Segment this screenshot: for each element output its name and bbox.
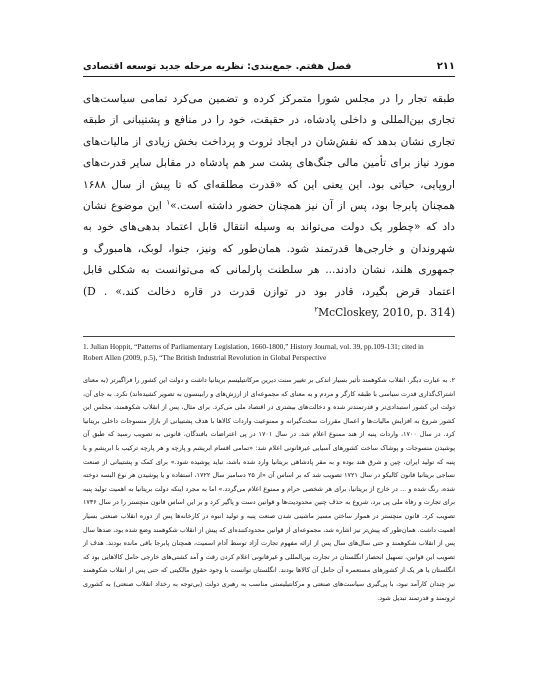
footnote-marker-1: ۱ bbox=[166, 198, 171, 207]
body-paragraph bbox=[83, 88, 455, 323]
paragraph-text-continued: این موضوع نشان داد که «چطور یک دولت می‌تواند به وسیله انتقال قابل اعتماد بدهی‌های خود به شهروندان و خارجی‌ها قدرتمند شود. همان‌طور که ونیز، جنوا، لوبک، هامبورگ و جمهوری هلند، نشان دادند... هر سلطنت پارلمانی که می‌توانست به شکلی قابل اعتماد قرض بگیرد، قادر بود در توازن قدرت در قاره دخالت کند.» bbox=[83, 199, 455, 298]
footnote-1 bbox=[83, 341, 455, 363]
paragraph-text: طبقه تجار را در مجلس شورا متمرکز کرده و تضمین می‌کرد تمامی سیاست‌های تجاری بین‌المللی و داخلی پادشاه، در حقیقت، خود را در منافع و پشتیبانی از طبقه تجاری نشان بدهد که نقش‌شان در ایجاد ثروت و پرداخت بخش زیادی از مالیات‌های مورد نیاز برای تأمین مالی جنگ‌های پشت سر هم پادشاه در مقابل سایر قدرت‌های اروپایی، حیاتی بود. این یعنی این که «قدرت مطلقه‌ای که تا پیش از سال ۱۶۸۸ همچنان پابرجا بود، پس از آن نیز همچنان حضور داشته است.» bbox=[83, 92, 455, 213]
running-header bbox=[83, 57, 455, 75]
footnote-divider bbox=[83, 336, 455, 337]
footnote-1-line-2: Robert Allen (2009, p.5), “The British Industrial Revolution in Global Perspective bbox=[83, 353, 327, 362]
main-text bbox=[83, 88, 455, 323]
chapter-title: فصل هفتم. جمع‌بندی: نظریه مرحله جدید توسعه اقتصادی bbox=[83, 60, 352, 72]
page-number: ۲۱۱ bbox=[436, 60, 455, 72]
header-divider bbox=[83, 76, 455, 77]
footnote-marker-2: ۲ bbox=[314, 305, 319, 314]
footnote-2 bbox=[83, 374, 455, 605]
citation: (D . McCloskey, 2010, p. 314) bbox=[83, 284, 455, 320]
footnote-1-line-1: 1. Julian Hoppit, “Patterns of Parliamentary Legislation, 1660-1800,” History Journal, vol. 39, pp.109-131; cited in bbox=[83, 342, 424, 351]
footnote-2-text: ۲. به عبارت دیگر، انقلاب شکوهمند تأثیر بسیار اندکی بر تغییر سنت دیرین مرکانتیلیسم بریتانیا داشت و دولت این کشور را فراگیرتر (به معنای اشتراک‌گذاری قدرت سیاسی با طبقه کارگر و مردم و به معنای که مجموعه‌ای از ارزش‌های و رابینسون به تصویر کشیده‌اند) نکرد. به جای آن، دولت این کشور استبدادی‌تر و قدرتمندتر شده و دخالت‌های بیشتری در اقتصاد ملی می‌کرد. برای مثال، پس از انقلاب شکوهمند، مجلس این کشور شروع به افزایش مالیات‌ها و اعمال مقررات سخت‌گیرانه و ممنوعیت واردات کالاها با هدف پشتیبانی از بازار منسوجات داخلی بریتانیا کرد. در سال ۱۷۰۰، واردات پنبه از هند ممنوع اعلام شد. در سال ۱۷۰۱ در پی اعتراضات بافندگان، قانونی به تصویب رسید که طبق آن پوشیدن منسوجات و پوشاک ساخت کشورهای آسیایی غیرقانونی اعلام شد: «تمامی اقسام ابریشم و پارچه و هر پارچه ترکیب با ابریشم و یا پنبه که تولید ایران، چین و شرق هند بوده و به مقر پادشاهی بریتانیا وارد شده باشد، نباید پوشیده شود.» برای کمک و پشتیبانی از صنعت نساجی بریتانیا قانون کالیکو در سال ۱۷۲۱ تصویب شد که بر اساس آن «از ۲۵ دسامبر سال ۱۷۲۲، استفاده و یا پوشیدن هر نوع البسه دوخته شده، رنگ شده و ... در خارج از بریتانیا، برای هر شخصی حرام و ممنوع اعلام می‌گردد.» اما به مجرد اینکه دولت بریتانیا به اهمیت تولید پنبه برای تجارت و رفاه ملی پی برد، شروع به حذف چنین محدودیت‌ها و قوانین دست و پاگیر کرد و بر این اساس قانون منچستر را در سال ۱۷۳۶ تصویب کرد. قانون منچستر در هموار ساختن مسیر ماشینی شدن صنعت پنبه و تولید انبوه در کارخانه‌ها پس از دوره انقلاب صنعتی بسیار اهمیت داشت. همان‌طور که پیش‌تر نیز اشاره شد، مجموعه‌ای از قوانین محدودکننده‌ای که پیش از انقلاب شکوهمند وضع شده بود، صدها سال پس از انقلاب شکوهمند و حتی سال‌های سال پس از ارائه مفهوم تجارت آزاد توسط آدام اسمیت، همچنان پابرجا باقی مانده بودند. هدف از تصویب این قوانین، تسهیل انحصار انگلستان در تجارت بین‌المللی و غیرقانونی اعلام کردن رقت و آمد کشتی‌های خارجی حامل کالاهایی بود که انگلستان یا هر یک از کشورهای مستعمره آن حامل آن کالاها بودند. انگلستان توانست با وجود حقوق مالکیتی که حتی پس از انقلاب شکوهمند نیز چندان کارآمد نبود، با پی‌گیری سیاست‌های صنعتی و مرکانتیلیستی مناسب به رهبری دولت (بی‌توجه به رخداد انقلاب صنعتی) به کشوری ثروتمند و قدرتمند تبدیل شود. bbox=[83, 376, 455, 602]
